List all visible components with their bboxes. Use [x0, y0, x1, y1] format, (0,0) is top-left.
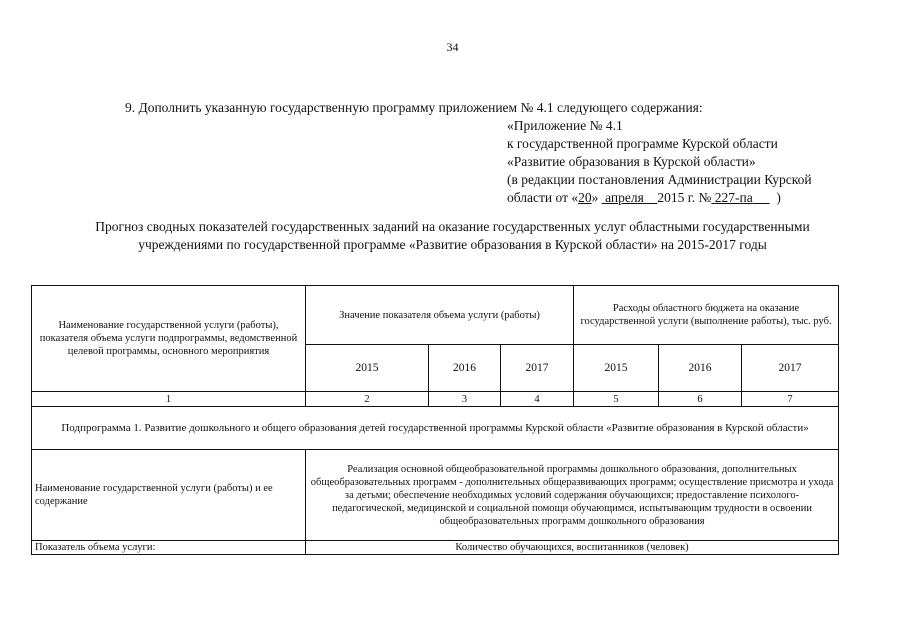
expense-group-header: Расходы областного бюджета на оказание государственной услуги (выполнение работы), тыс. руб.: [574, 286, 839, 345]
column-number: 6: [659, 392, 742, 407]
subprogram-title: Подпрограмма 1. Развитие дошкольного и общего образования детей государственной программы Курской области «Развитие образования в Курской области»: [32, 407, 839, 450]
appendix-line-4: (в редакции постановления Администрации Курской: [507, 172, 812, 187]
year-cell: 2016: [659, 345, 742, 392]
appendix-day: 20: [578, 190, 592, 205]
page-number: 34: [446, 40, 459, 54]
year-cell: 2017: [501, 345, 574, 392]
indicator-value: Количество обучающихся, воспитанников (человек): [306, 541, 839, 555]
appendix-number: 227-па: [714, 190, 753, 205]
indicator-label: Показатель объема услуги:: [32, 541, 306, 555]
appendix-date-prefix: области от «: [507, 190, 579, 205]
col1-header: Наименование государственной услуги (работы), показателя объема услуги подпрограммы, ведомственной целевой программы, основного мероприятия: [32, 286, 306, 392]
column-number: 7: [742, 392, 839, 407]
volume-group-header: Значение показателя объема услуги (работы): [306, 286, 574, 345]
appendix-line-1: «Приложение № 4.1: [507, 118, 623, 133]
appendix-year: 2015 г. №: [657, 190, 712, 205]
column-number: 2: [306, 392, 429, 407]
forecast-table: [31, 285, 839, 555]
year-cell: 2015: [306, 345, 429, 392]
year-cell: 2016: [429, 345, 501, 392]
column-number: 4: [501, 392, 574, 407]
year-cell: 2015: [574, 345, 659, 392]
appendix-line-3: «Развитие образования в Курской области»: [507, 154, 756, 169]
title-line-2: учреждениями по государственной программе «Развитие образования в Курской области» на 2015-2017 годы: [138, 237, 767, 252]
subprogram-row: [32, 407, 839, 450]
document-title: [30, 218, 875, 254]
service-content: Реализация основной общеобразовательной программы дошкольного образования, дополнительных общеобразовательных программ - дополнительных общеразвивающих программ; осуществление присмотра и ухода за детьми; обеспечение необходимых условий содержания обучающихся; предоставление психолого-педагогической, медицинской и социальной помощи обучающимся, испытывающим трудности в освоении общеобразовательных программ дошкольного образования: [306, 450, 839, 541]
service-label: Наименование государственной услуги (работы) и ее содержание: [32, 450, 306, 541]
appendix-line-5: [507, 189, 812, 207]
column-number: 1: [32, 392, 306, 407]
indicator-row: [32, 541, 839, 555]
appendix-month: апреля: [605, 190, 644, 205]
appendix-line-2: к государственной программе Курской области: [507, 136, 778, 151]
table-header-row: [32, 286, 839, 345]
appendix-close: ): [776, 190, 781, 205]
year-cell: 2017: [742, 345, 839, 392]
item-9-text: 9. Дополнить указанную государственную программу приложением № 4.1 следующего содержания:: [125, 100, 703, 115]
service-row: [32, 450, 839, 541]
title-line-1: Прогноз сводных показателей государственных заданий на оказание государственных услуг областными государственными: [95, 219, 810, 234]
column-numbers-row: [32, 392, 839, 407]
appendix-header: [507, 117, 812, 207]
appendix-sep: »: [591, 190, 602, 205]
column-number: 3: [429, 392, 501, 407]
column-number: 5: [574, 392, 659, 407]
